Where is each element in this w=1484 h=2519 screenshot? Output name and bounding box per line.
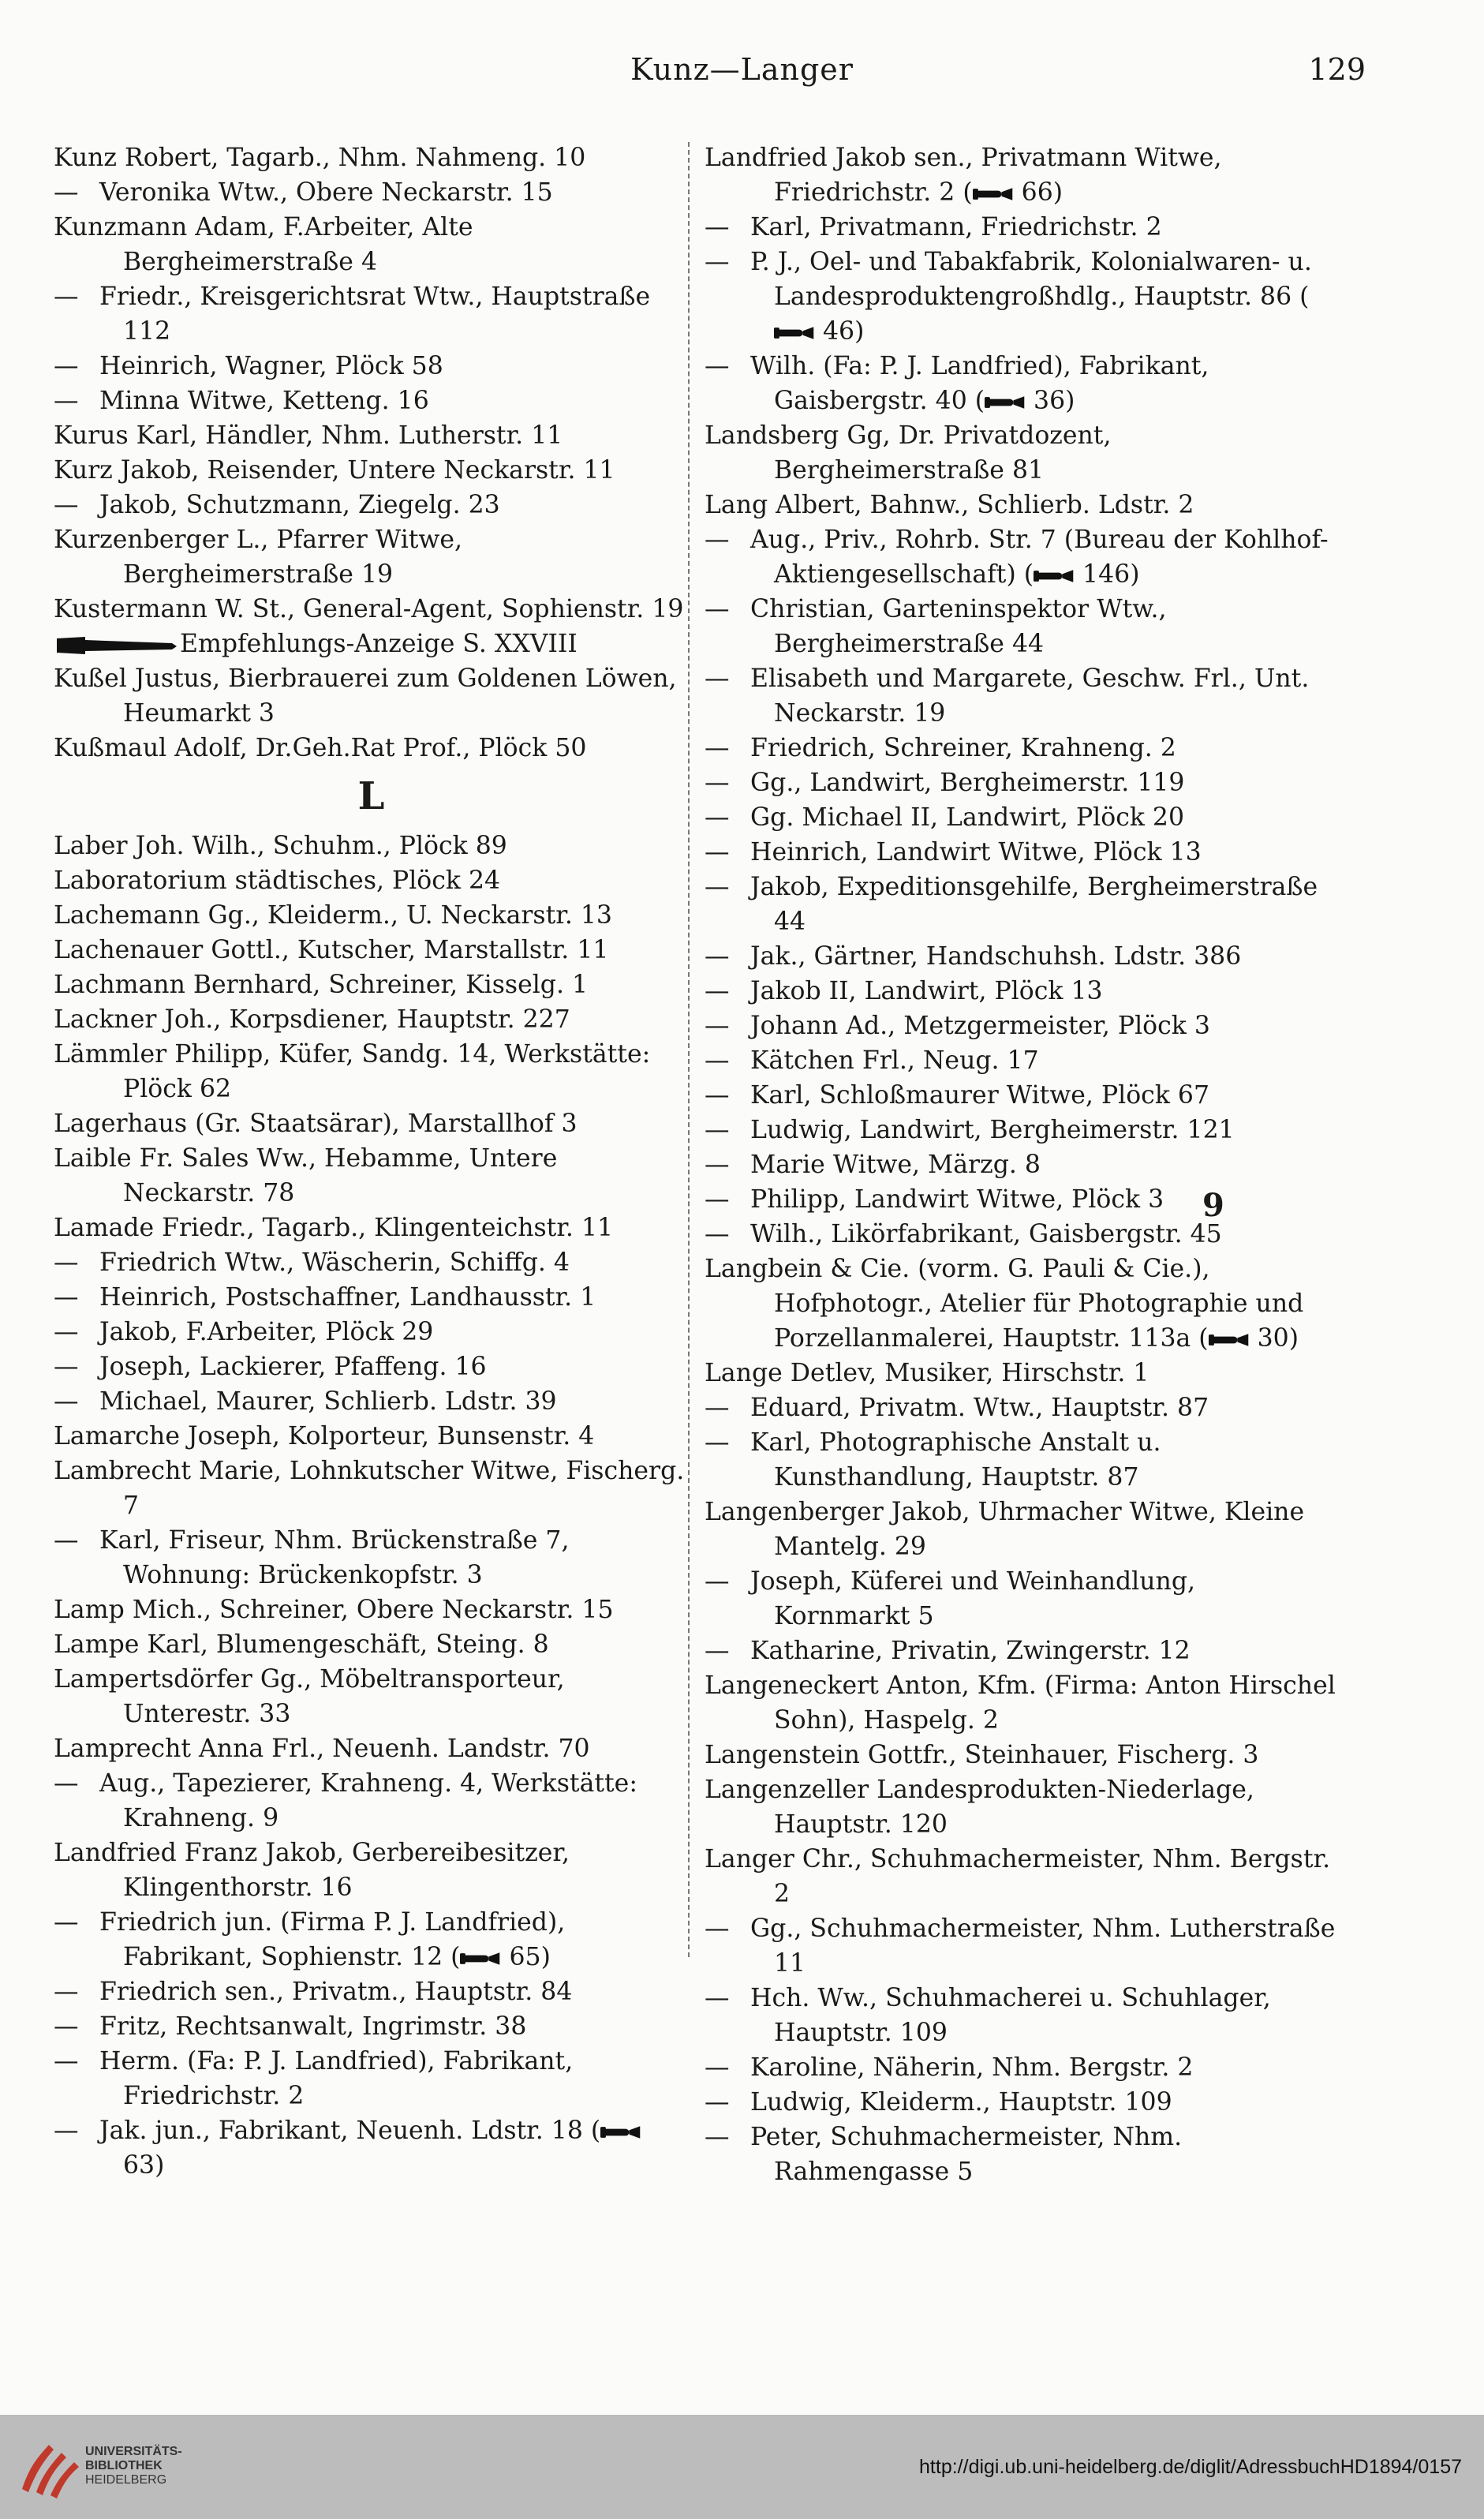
- directory-entry: [705, 1981, 1336, 2050]
- directory-entry: [705, 1634, 1336, 1668]
- directory-entry: [54, 661, 689, 731]
- entry-text: Jak. jun., Fabrikant, Neuenh. Ldstr. 18 (: [99, 2117, 601, 2145]
- closing-paren: ): [1130, 560, 1140, 589]
- repeat-dash: —: [54, 1978, 79, 2006]
- directory-entry: [54, 863, 689, 898]
- directory-entry: [705, 1356, 1336, 1391]
- entry-text: Wilh. (Fa: P. J. Landfried), Fabrikant, Gaisbergstr. 40 (: [750, 352, 1209, 415]
- repeat-dash: —: [705, 2053, 730, 2082]
- entry-text: Peter, Schuhmachermeister, Nhm. Rahmengasse 5: [750, 2123, 1183, 2186]
- closing-paren: ): [1288, 1324, 1299, 1353]
- entry-text: P. J., Oel- und Tabakfabrik, Kolonialwaren- u. Landesproduktengroßhdlg., Hauptstr. 86 (: [750, 248, 1312, 311]
- telephone-number: 36: [1026, 387, 1066, 415]
- repeat-dash: —: [705, 664, 730, 693]
- telephone-number: 66: [1013, 178, 1053, 207]
- entry-text: Marie Witwe, Märzg. 8: [750, 1151, 1041, 1179]
- directory-entry: [705, 1147, 1336, 1182]
- directory-entry: [54, 1593, 689, 1627]
- entry-text: Kußel Justus, Bierbrauerei zum Goldenen Löwen, Heumarkt 3: [54, 664, 677, 728]
- repeat-dash: —: [54, 178, 79, 207]
- repeat-dash: —: [54, 2012, 79, 2041]
- entry-text: Lampe Karl, Blumengeschäft, Steing. 8: [54, 1630, 549, 1659]
- directory-entry: [54, 731, 689, 765]
- entry-text: Langenzeller Landesprodukten-Niederlage, Hauptstr. 120: [705, 1776, 1254, 1839]
- entry-text: Aug., Priv., Rohrb. Str. 7 (Bureau der Kohlhof-Aktiengesellschaft) (: [750, 526, 1329, 589]
- repeat-dash: —: [54, 1318, 79, 1346]
- repeat-dash: —: [54, 1248, 79, 1277]
- telephone-icon: [1034, 567, 1075, 585]
- directory-entry: [54, 1419, 689, 1454]
- repeat-dash: —: [54, 1769, 79, 1798]
- directory-entry: [705, 140, 1336, 210]
- telephone-number: 63: [123, 2151, 155, 2180]
- directory-entry: [705, 870, 1336, 939]
- entry-text: Gg. Michael II, Landwirt, Plöck 20: [750, 803, 1185, 832]
- entry-text: Herm. (Fa: P. J. Landfried), Fabrikant, Friedrichstr. 2: [99, 2047, 574, 2110]
- entry-text: Empfehlungs-Anzeige S. XXVIII: [180, 630, 578, 658]
- right-column: [705, 140, 1336, 2189]
- entry-text: Friedrich sen., Privatm., Hauptstr. 84: [99, 1978, 573, 2006]
- directory-entry: [54, 1731, 689, 1766]
- telephone-icon: [774, 324, 815, 342]
- directory-entry: [705, 1911, 1336, 1981]
- page-number: 129: [1308, 52, 1366, 87]
- entry-text: Jak., Gärtner, Handschuhsh. Ldstr. 386: [750, 942, 1242, 971]
- directory-entry: [54, 453, 689, 488]
- closing-paren: ): [155, 2151, 165, 2180]
- directory-entry: [54, 1245, 689, 1280]
- entry-text: Minna Witwe, Ketteng. 16: [99, 387, 429, 415]
- library-name: UNIVERSITÄTS- BIBLIOTHEK HEIDELBERG: [85, 2445, 182, 2487]
- repeat-dash: —: [54, 2047, 79, 2075]
- repeat-dash: —: [705, 1151, 730, 1179]
- repeat-dash: —: [54, 1908, 79, 1937]
- directory-entry: [705, 592, 1336, 661]
- telephone-icon: [1209, 1331, 1250, 1349]
- entry-text: Kurzenberger L., Pfarrer Witwe, Bergheimerstraße 19: [54, 526, 463, 589]
- entry-text: Friedr., Kreisgerichtsrat Wtw., Hauptstraße 112: [99, 283, 651, 346]
- entry-text: Joseph, Lackierer, Pfaffeng. 16: [99, 1353, 487, 1381]
- entry-text: Kußmaul Adolf, Dr.Geh.Rat Prof., Plöck 50: [54, 734, 587, 762]
- telephone-number: 46: [815, 317, 855, 346]
- entry-text: Lachenauer Gottl., Kutscher, Marstallstr. 11: [54, 936, 609, 964]
- directory-entry: [705, 1842, 1336, 1911]
- repeat-dash: —: [705, 1081, 730, 1110]
- running-head-title: Kunz—Langer: [630, 52, 854, 87]
- repeat-dash: —: [705, 769, 730, 797]
- entry-text: Gg., Schuhmachermeister, Nhm. Lutherstraße 11: [750, 1915, 1336, 1978]
- directory-entry: [54, 2113, 689, 2183]
- directory-entry: [54, 1766, 689, 1836]
- repeat-dash: —: [705, 734, 730, 762]
- entry-text: Kunzmann Adam, F.Arbeiter, Alte Bergheimerstraße 4: [54, 213, 473, 276]
- entry-text: Ludwig, Kleiderm., Hauptstr. 109: [750, 2088, 1172, 2117]
- running-head: [0, 52, 1484, 99]
- entry-text: Ludwig, Landwirt, Bergheimerstr. 121: [750, 1116, 1235, 1144]
- repeat-dash: —: [705, 352, 730, 380]
- entry-text: Heinrich, Postschaffner, Landhausstr. 1: [99, 1283, 596, 1312]
- directory-entry: [54, 1836, 689, 1905]
- repeat-dash: —: [54, 1526, 79, 1555]
- entry-text: Aug., Tapezierer, Krahneng. 4, Werkstätte: Krahneng. 9: [99, 1769, 637, 1832]
- directory-entry: [705, 661, 1336, 731]
- directory-entry: [705, 1425, 1336, 1495]
- entry-text: Lamprecht Anna Frl., Neuenh. Landstr. 70: [54, 1735, 590, 1763]
- repeat-dash: —: [705, 1428, 730, 1457]
- directory-entry: [54, 384, 689, 418]
- directory-entry: [54, 1523, 689, 1593]
- directory-entry: [705, 1252, 1336, 1356]
- directory-entry: [54, 1349, 689, 1384]
- directory-entry: [54, 1905, 689, 1974]
- directory-entry: [705, 1495, 1336, 1564]
- closing-paren: ): [1065, 387, 1075, 415]
- directory-entry: [54, 1384, 689, 1419]
- telephone-number: 146: [1075, 560, 1131, 589]
- directory-entry: [54, 1106, 689, 1141]
- entry-text: Jakob, Schutzmann, Ziegelg. 23: [99, 491, 500, 519]
- directory-entry: [705, 1182, 1336, 1217]
- directory-entry: [705, 418, 1336, 488]
- directory-entry: [54, 210, 689, 279]
- signature-mark: 9: [1202, 1187, 1224, 1224]
- entry-text: Lagerhaus (Gr. Staatsärar), Marstallhof 3: [54, 1110, 578, 1138]
- entry-text: Kurus Karl, Händler, Nhm. Lutherstr. 11: [54, 421, 563, 450]
- repeat-dash: —: [54, 1353, 79, 1381]
- directory-entry: [705, 939, 1336, 974]
- directory-entry: [705, 835, 1336, 870]
- entry-text: Langenberger Jakob, Uhrmacher Witwe, Kleine Mantelg. 29: [705, 1498, 1305, 1561]
- repeat-dash: —: [54, 491, 79, 519]
- entry-text: Heinrich, Landwirt Witwe, Plöck 13: [750, 838, 1202, 866]
- telephone-icon: [460, 1950, 501, 1967]
- entry-text: Christian, Garteninspektor Wtw., Bergheimerstraße 44: [750, 595, 1167, 658]
- repeat-dash: —: [705, 1185, 730, 1214]
- entry-text: Kustermann W. St., General-Agent, Sophienstr. 19: [54, 595, 684, 623]
- directory-entry: [705, 800, 1336, 835]
- directory-entry: [54, 1315, 689, 1349]
- repeat-dash: —: [705, 1116, 730, 1144]
- repeat-dash: —: [54, 1283, 79, 1312]
- entry-text: Lang Albert, Bahnw., Schlierb. Ldstr. 2: [705, 491, 1194, 519]
- repeat-dash: —: [705, 1637, 730, 1665]
- telephone-icon: [973, 185, 1014, 203]
- repeat-dash: —: [54, 2117, 79, 2145]
- repeat-dash: —: [705, 595, 730, 623]
- pointing-hand-icon: [54, 634, 180, 657]
- entry-text: Jakob, F.Arbeiter, Plöck 29: [99, 1318, 434, 1346]
- directory-entry: [54, 829, 689, 863]
- footer-bar: [0, 2415, 1484, 2519]
- repeat-dash: —: [54, 283, 79, 311]
- repeat-dash: —: [705, 2088, 730, 2117]
- directory-entry: [54, 1454, 689, 1523]
- directory-entry: [54, 1141, 689, 1211]
- entry-text: Friedrich jun. (Firma P. J. Landfried), Fabrikant, Sophienstr. 12 (: [99, 1908, 566, 1971]
- entry-text: Lange Detlev, Musiker, Hirschstr. 1: [705, 1359, 1149, 1387]
- repeat-dash: —: [705, 803, 730, 832]
- directory-entry: [705, 1772, 1336, 1842]
- entry-text: Lämmler Philipp, Küfer, Sandg. 14, Werkstätte: Plöck 62: [54, 1040, 651, 1103]
- directory-entry: [705, 974, 1336, 1009]
- entry-text: Kurz Jakob, Reisender, Untere Neckarstr. 11: [54, 456, 615, 485]
- entry-text: Lackner Joh., Korpsdiener, Hauptstr. 227: [54, 1005, 570, 1034]
- directory-entry: [54, 1662, 689, 1731]
- directory-entry: [54, 933, 689, 968]
- directory-entry: [705, 765, 1336, 800]
- entry-text: Elisabeth und Margarete, Geschw. Frl., Unt. Neckarstr. 19: [750, 664, 1310, 728]
- entry-text: Langer Chr., Schuhmachermeister, Nhm. Bergstr. 2: [705, 1845, 1331, 1908]
- directory-entry: [54, 1627, 689, 1662]
- repeat-dash: —: [705, 942, 730, 971]
- directory-entry: [54, 279, 689, 349]
- section-letter: L: [357, 774, 385, 818]
- entry-text: Lachemann Gg., Kleiderm., U. Neckarstr. 13: [54, 901, 612, 930]
- directory-entry: [705, 1043, 1336, 1078]
- closing-paren: ): [540, 1943, 551, 1971]
- directory-entry: [54, 488, 689, 522]
- repeat-dash: —: [705, 1220, 730, 1248]
- entry-text: Joseph, Küferei und Weinhandlung, Kornmarkt 5: [750, 1567, 1196, 1630]
- telephone-icon: [600, 2124, 641, 2141]
- telephone-number: 30: [1249, 1324, 1289, 1353]
- entry-text: Kätchen Frl., Neug. 17: [750, 1046, 1039, 1075]
- directory-entry: [705, 1738, 1336, 1772]
- repeat-dash: —: [705, 1046, 730, 1075]
- directory-entry: [54, 1037, 689, 1106]
- repeat-dash: —: [705, 526, 730, 554]
- closing-paren: ): [854, 317, 865, 346]
- entry-text: Langenstein Gottfr., Steinhauer, Fischerg. 3: [705, 1741, 1259, 1769]
- directory-entry: [705, 1564, 1336, 1634]
- entry-text: Karl, Privatmann, Friedrichstr. 2: [750, 213, 1162, 241]
- repeat-dash: —: [705, 1984, 730, 2012]
- entry-text: Landfried Jakob sen., Privatmann Witwe, Friedrichstr. 2 (: [705, 144, 1222, 207]
- entry-text: Lamp Mich., Schreiner, Obere Neckarstr. 15: [54, 1596, 614, 1624]
- entry-text: Langeneckert Anton, Kfm. (Firma: Anton Hirschel Sohn), Haspelg. 2: [705, 1671, 1336, 1735]
- entry-text: Karl, Friseur, Nhm. Brückenstraße 7, Wohnung: Brückenkopfstr. 3: [99, 1526, 570, 1589]
- entry-text: Wilh., Likörfabrikant, Gaisbergstr. 45: [750, 1220, 1222, 1248]
- directory-entry: [54, 2009, 689, 2044]
- repeat-dash: —: [705, 1394, 730, 1422]
- entry-text: Fritz, Rechtsanwalt, Ingrimstr. 38: [99, 2012, 527, 2041]
- directory-entry: [705, 522, 1336, 592]
- repeat-dash: —: [705, 1012, 730, 1040]
- directory-entry: [705, 1078, 1336, 1113]
- entry-text: Laber Joh. Wilh., Schuhm., Plöck 89: [54, 832, 507, 860]
- directory-entry: [54, 1002, 689, 1037]
- directory-entry: [54, 968, 689, 1002]
- closing-paren: ): [1052, 178, 1063, 207]
- directory-entry: [705, 1009, 1336, 1043]
- entry-text: Laboratorium städtisches, Plöck 24: [54, 866, 501, 895]
- repeat-dash: —: [705, 977, 730, 1005]
- repeat-dash: —: [705, 873, 730, 901]
- entry-text: Jakob II, Landwirt, Plöck 13: [750, 977, 1103, 1005]
- directory-entry: [705, 349, 1336, 418]
- entry-text: Lambrecht Marie, Lohnkutscher Witwe, Fischerg. 7: [54, 1457, 685, 1520]
- entry-text: Landsberg Gg, Dr. Privatdozent, Bergheimerstraße 81: [705, 421, 1112, 485]
- directory-entry: [705, 2120, 1336, 2189]
- directory-entry: [54, 349, 689, 384]
- directory-entry: [54, 1280, 689, 1315]
- directory-entry: [54, 1974, 689, 2009]
- telephone-icon: [985, 394, 1026, 411]
- entry-text: Laible Fr. Sales Ww., Hebamme, Untere Neckarstr. 78: [54, 1144, 558, 1207]
- repeat-dash: —: [54, 387, 79, 415]
- repeat-dash: —: [705, 213, 730, 241]
- entry-text: Katharine, Privatin, Zwingerstr. 12: [750, 1637, 1191, 1665]
- entry-text: Kunz Robert, Tagarb., Nhm. Nahmeng. 10: [54, 144, 586, 172]
- directory-entry: [705, 488, 1336, 522]
- entry-text: Lamarche Joseph, Kolporteur, Bunsenstr. 4: [54, 1422, 595, 1450]
- entry-text: Karoline, Näherin, Nhm. Bergstr. 2: [750, 2053, 1194, 2082]
- directory-entry: [705, 731, 1336, 765]
- entry-text: Johann Ad., Metzgermeister, Plöck 3: [750, 1012, 1210, 1040]
- source-url-link[interactable]: http://digi.ub.uni-heidelberg.de/diglit/AdressbuchHD1894/0157: [919, 2456, 1462, 2478]
- directory-entry: [705, 2085, 1336, 2120]
- entry-text: Heinrich, Wagner, Plöck 58: [99, 352, 443, 380]
- entry-text: Lamade Friedr., Tagarb., Klingenteichstr. 11: [54, 1214, 614, 1242]
- entry-text: Philipp, Landwirt Witwe, Plöck 3: [750, 1185, 1164, 1214]
- directory-entry: [705, 210, 1336, 245]
- repeat-dash: —: [705, 838, 730, 866]
- entry-text: Landfried Franz Jakob, Gerbereibesitzer, Klingenthorstr. 16: [54, 1839, 570, 1902]
- directory-entry: [54, 140, 689, 175]
- entry-text: Eduard, Privatm. Wtw., Hauptstr. 87: [750, 1394, 1209, 1422]
- entry-text: Friedrich, Schreiner, Krahneng. 2: [750, 734, 1176, 762]
- directory-entry: [705, 1113, 1336, 1147]
- column-divider: [688, 142, 690, 1957]
- directory-entry: [54, 1211, 689, 1245]
- entry-text: Karl, Schloßmaurer Witwe, Plöck 67: [750, 1081, 1210, 1110]
- directory-entry: [54, 898, 689, 933]
- left-column: [54, 140, 689, 2183]
- directory-entry: [54, 2044, 689, 2113]
- entry-text: Lampertsdörfer Gg., Möbeltransporteur, Unterestr. 33: [54, 1665, 565, 1728]
- telephone-number: 65: [501, 1943, 541, 1971]
- directory-entry: [54, 592, 689, 627]
- entry-text: Gg., Landwirt, Bergheimerstr. 119: [750, 769, 1185, 797]
- repeat-dash: —: [705, 2123, 730, 2151]
- repeat-dash: —: [54, 1387, 79, 1416]
- directory-entry: [705, 2050, 1336, 2085]
- repeat-dash: —: [54, 352, 79, 380]
- entry-text: Hch. Ww., Schuhmacherei u. Schuhlager, Hauptstr. 109: [750, 1984, 1271, 2047]
- entry-text: Michael, Maurer, Schlierb. Ldstr. 39: [99, 1387, 557, 1416]
- entry-text: Veronika Wtw., Obere Neckarstr. 15: [99, 178, 553, 207]
- entry-text: Langbein & Cie. (vorm. G. Pauli & Cie.), Hofphotogr., Atelier für Photographie und Porzellanmalerei, Hauptstr. 113a (: [705, 1255, 1304, 1353]
- directory-entry: [54, 418, 689, 453]
- entry-text: Karl, Photographische Anstalt u. Kunsthandlung, Hauptstr. 87: [750, 1428, 1161, 1492]
- directory-entry: [705, 1217, 1336, 1252]
- entry-text: Friedrich Wtw., Wäscherin, Schiffg. 4: [99, 1248, 570, 1277]
- repeat-dash: —: [705, 1567, 730, 1596]
- library-logo-icon: [14, 2434, 85, 2502]
- directory-entry: [54, 627, 689, 661]
- directory-entry: [705, 245, 1336, 349]
- entry-text: Lachmann Bernhard, Schreiner, Kisselg. 1: [54, 971, 589, 999]
- repeat-dash: —: [705, 1915, 730, 1943]
- directory-entry: [705, 1391, 1336, 1425]
- entry-text: Jakob, Expeditionsgehilfe, Bergheimerstraße 44: [750, 873, 1318, 936]
- directory-entry: [54, 522, 689, 592]
- directory-entry: [54, 175, 689, 210]
- directory-entry: [705, 1668, 1336, 1738]
- repeat-dash: —: [705, 248, 730, 276]
